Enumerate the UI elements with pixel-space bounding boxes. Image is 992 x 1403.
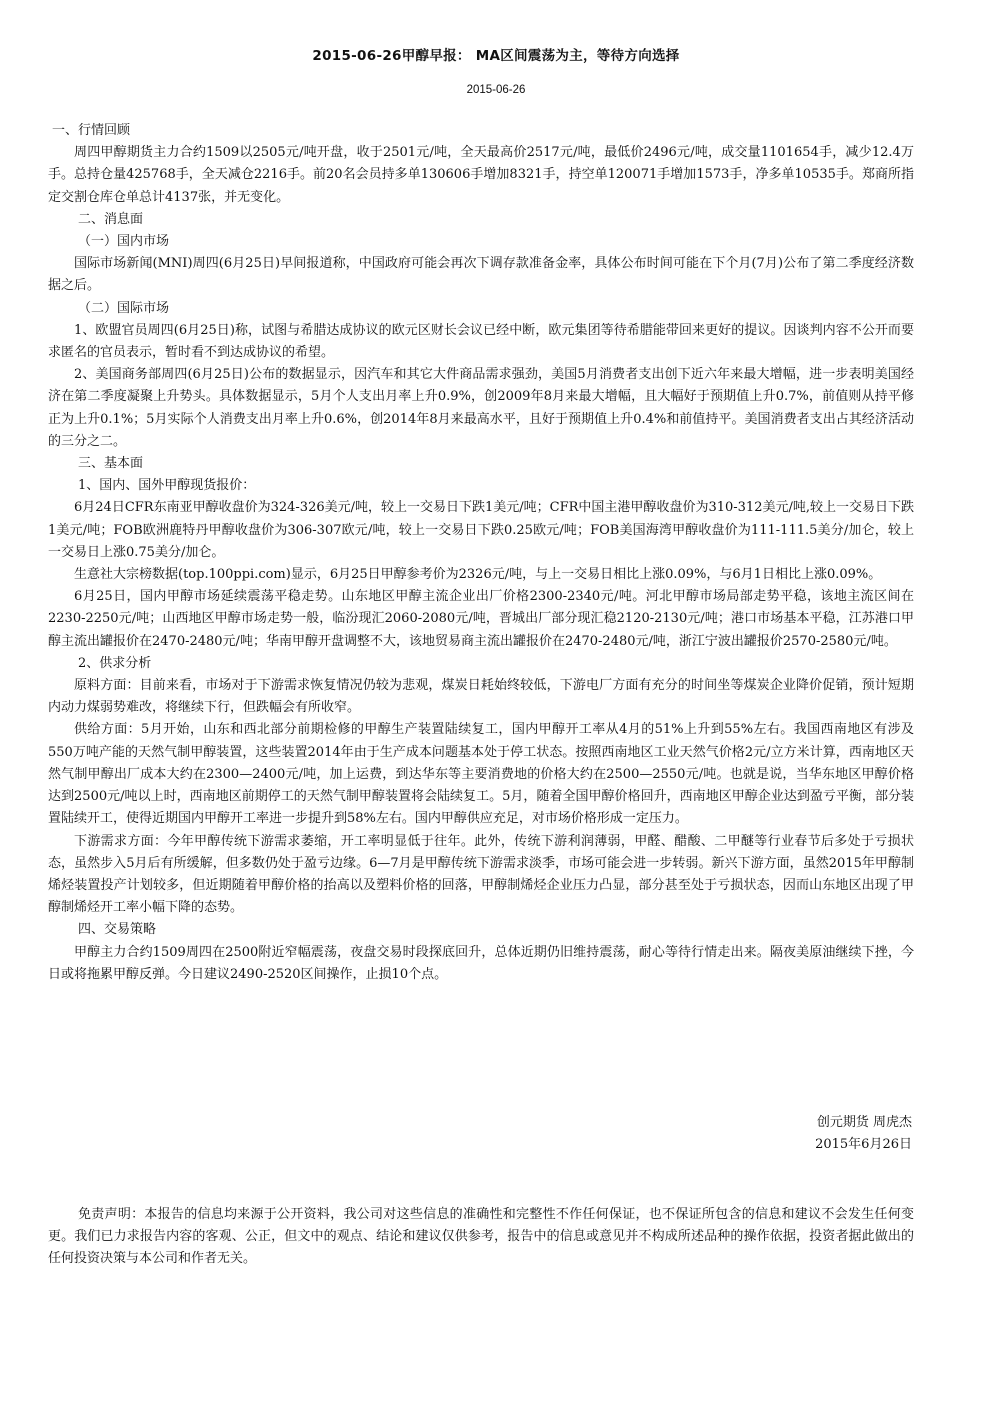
- paragraph-international-news-1: 1、欧盟官员周四(6月25日)称，试图与希腊达成协议的欧元区财长会议已经中断，欧元集团等待希腊能带回来更好的提议。因谈判内容不公开而要求匿名的官员表示，暂时看不到达成协议的希望。: [48, 322, 914, 361]
- paragraph-raw-materials: 原料方面：目前来看，市场对于下游需求恢复情况仍较为悲观，煤炭日耗始终较低，下游电厂方面有充分的时间坐等煤炭企业降价促销，预计短期内动力煤弱势难改，将继续下行，但跌幅会有所收窄。: [48, 678, 914, 716]
- section-heading-fundamentals: 三、基本面: [78, 456, 144, 472]
- section-heading-market-review: 一、行情回顾: [52, 123, 131, 138]
- paragraph-international-news-2: 2、美国商务部周四(6月25日)公布的数据显示，因汽车和其它大件商品需求强劲，美国5月消费者支出创下近六年来最大增幅，进一步表明美国经济在第二季度凝聚上升势头。具体数据显示，5月个人支出月率上升0.9%，创2009年8月来最大增幅，且大幅好于预期值上升0.7%，前值则从持平修正为上升0.1%；5月实际个人消费支出月率上升0.6%，创2014年8月来最高水平，且好于预期值上升0.4%和前值持平。美国消费者支出占其经济活动的三分之二。: [48, 367, 914, 449]
- subheading-international-market: （二）国际市场: [78, 300, 170, 316]
- section-heading-news: 二、消息面: [78, 211, 144, 227]
- signature-author: 创元期货 周虎杰: [816, 1115, 912, 1130]
- subheading-spot-prices: 1、国内、国外甲醇现货报价：: [78, 478, 256, 494]
- report-title: 2015-06-26甲醇早报： MA区间震荡为主，等待方向选择: [312, 48, 680, 64]
- paragraph-strategy: 甲醇主力合约1509周四在2500附近窄幅震荡，夜盘交易时段探底回升，总体近期仍旧维持震荡，耐心等待行情走出来。隔夜美原油继续下挫，今日或将拖累甲醇反弹。今日建议2490-2520区间操作，止损10个点。: [48, 944, 914, 982]
- signature-block: [600, 1112, 912, 1156]
- signature-date: 2015年6月26日: [815, 1137, 912, 1153]
- report-body: [48, 120, 914, 986]
- disclaimer: 免责声明：本报告的信息均来源于公开资料，我公司对这些信息的准确性和完整性不作任何保证，也不保证所包含的信息和建议不会发生任何变更。我们已力求报告内容的客观、公正，但文中的观点、结论和建议仅供参考，报告中的信息或意见并不构成所述品种的操作依据，投资者据此做出的任何投资决策与本公司和作者无关。: [48, 1207, 914, 1267]
- section-heading-strategy: 四、交易策略: [78, 922, 157, 938]
- paragraph-downstream-demand: 下游需求方面：今年甲醇传统下游需求萎缩，开工率明显低于往年。此外，传统下游利润薄弱，甲醛、醋酸、二甲醚等行业春节后多处于亏损状态，虽然步入5月后有所缓解，但多数仍处于盈亏边缘。6—7月是甲醇传统下游需求淡季，市场可能会进一步转弱。新兴下游方面，虽然2015年甲醇制烯烃装置投产计划较多，但近期随着甲醇价格的抬高以及塑料价格的回落，甲醇制烯烃企业压力凸显，部分甚至处于亏损状态，因而山东地区出现了甲醇制烯烃开工率小幅下降的态势。: [48, 833, 914, 916]
- paragraph-spot-prices-1: 6月24日CFR东南亚甲醇收盘价为324-326美元/吨，较上一交易日下跌1美元/吨；CFR中国主港甲醇收盘价为310-312美元/吨,较上一交易日下跌1美元/吨；FOB欧洲鹿特丹甲醇收盘价为306-307欧元/吨，较上一交易日下跌0.25欧元/吨；FOB美国海湾甲醇收盘价为111-111.5美分/加仑，较上一交易日上涨0.75美分/加仑。: [48, 500, 914, 560]
- subheading-domestic-market: （一）国内市场: [78, 234, 170, 250]
- report-date: 2015-06-26: [466, 84, 526, 96]
- paragraph-spot-prices-2: 生意社大宗榜数据(top.100ppi.com)显示，6月25日甲醇参考价为2326元/吨，与上一交易日相比上涨0.09%，与6月1日相比上涨0.09%。: [74, 567, 882, 583]
- paragraph-supply: 供给方面：5月开始，山东和西北部分前期检修的甲醇生产装置陆续复工，国内甲醇开工率从4月的51%上升到55%左右。我国西南地区有涉及550万吨产能的天然气制甲醇装置，这些装置2014年由于生产成本问题基本处于停工状态。按照西南地区工业天然气价格2元/立方米计算，西南地区天然气制甲醇出厂成本大约在2300—2400元/吨，加上运费，到达华东等主要消费地的价格大约在2500—2550元/吨。也就是说，当华东地区甲醇价格达到2500元/吨以上时，西南地区前期停工的天然气制甲醇装置将会陆续复工。5月，随着全国甲醇价格回升，西南地区甲醇企业达到盈亏平衡，部分装置陆续开工，使得近期国内甲醇开工率进一步提升到58%左右。国内甲醇供应充足，对市场价格形成一定压力。: [48, 722, 914, 827]
- paragraph-domestic-news: 国际市场新闻(MNI)周四(6月25日)早间报道称，中国政府可能会再次下调存款准备金率，具体公布时间可能在下个月(7月)公布了第二季度经济数据之后。: [48, 256, 914, 294]
- paragraph-market-review: 周四甲醇期货主力合约1509以2505元/吨开盘，收于2501元/吨，全天最高价2517元/吨，最低价2496元/吨，成交量1101654手，减少12.4万手。总持仓量425768手，全天减仓2216手。前20名会员持多单130606手增加8321手，持空单120071手增加1573手，净多单10535手。郑商所指定交割仓库仓单总计4137张，并无变化。: [48, 145, 914, 205]
- subheading-supply-demand: 2、供求分析: [78, 655, 152, 671]
- paragraph-spot-prices-3: 6月25日，国内甲醇市场延续震荡平稳走势。山东地区甲醇主流企业出厂价格2300-2340元/吨。河北甲醇市场局部走势平稳，该地主流区间在2230-2250元/吨；山西地区甲醇市场走势一般，临汾现汇2060-2080元/吨，晋城出厂部分现汇稳2120-2130元/吨；港口市场基本平稳，江苏港口甲醇主流出罐报价在2470-2480元/吨；华南甲醇开盘调整不大，该地贸易商主流出罐报价在2470-2480元/吨，浙江宁波出罐报价2570-2580元/吨。: [48, 589, 914, 649]
